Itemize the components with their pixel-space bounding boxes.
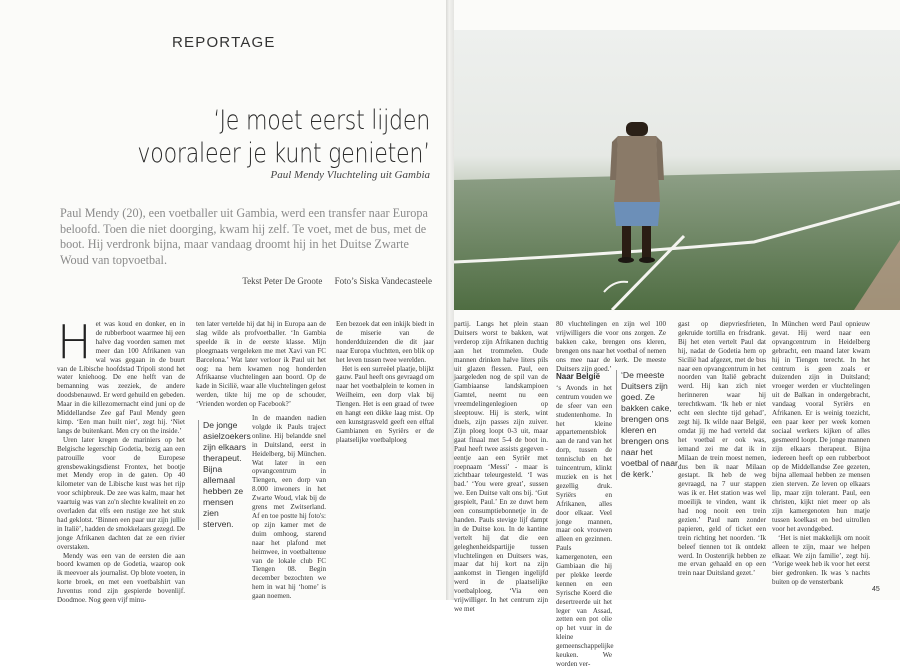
body-column-2 <box>196 320 326 414</box>
credits <box>60 276 432 286</box>
headline <box>127 104 430 170</box>
body-paragraph: ‘Het is niet makkelijk om nooit alleen te zijn, maar we helpen elkaar. We zijn familie’, zegt hij. ‘Vorige week heb ik voor het eerst bier gedronken. Ik was 's nachts buiten op de vensterbank <box>772 533 870 587</box>
headline-line-2: vooraleer je kunt genieten’ <box>137 138 430 169</box>
headline-line-1: ‘Je moet eerst lijden <box>213 105 430 136</box>
page-gutter <box>446 0 454 600</box>
text-credit: Tekst Peter De Groote <box>242 276 323 286</box>
section-label: REPORTAGE <box>172 34 276 51</box>
football-field-photo <box>454 30 900 310</box>
subhead: Paul Mendy Vluchteling uit Gambia <box>270 169 430 181</box>
body-paragraph: Het is een surreëel plaatje, blijkt gauw. Paul heeft ons gevraagd om naar het voetbalplein te komen in Weilheim, een dorp vlak bij Tiengen. Het is een graad of twee en hangt een dikke laag mist. Op een kunstgrasveld geeft een elftal Gambianen en Syriërs er de plaatselijke voetbalploeg <box>336 364 434 444</box>
body-paragraph: gast op diepvriesfrieten, gekruide tortilla en frisdrank. Bij het eten vertelt Paul dat hij, nadat de Godetia hem op Sicilië had afgezet, met de bus naar een opvangcentrum in het noorden van Italië gebracht werd. Hij kan zich niet herinneren waar hij terechtkwam. ‘Ik heb er niet echt een slechte tijd gehad’, zegt hij. Ik wilde naar België, omdat jij me had verteld dat het voetbal er ook was, iemand zei me dat ik in Milaan de trein moest nemen, dus ben ik naar Milaan gestapt. Ik heb de weg gevraagd, na 7 uur stappen was ik er. Het station was wel moeilijk te vinden, want ik had nog nooit een trein gezien.’ Paul nam zonder papieren, geld of ticket een trein richting het noorden. ‘Ik beleef tiennen tot ik ontdekt werd. In Oostenrijk hebben ze me ervan gehaald en op een trein naar Duitsland gezet.’ <box>678 320 766 578</box>
body-paragraph: Een bezoek dat een inkijk biedt in de miserie van de honderdduizenden die dit jaar naar Europa vluchtten, een blik op het leven tussen twee werelden. <box>336 320 434 364</box>
body-paragraph: Mendy was een van de eersten die aan boord kwamen op de Godetia, waarop ook ik meevoer als journalist. Op blote voeten, in korte broek, en met een voetbalshirt van Juventus rond zijn gespierde bovenlijf. Doodmoe. Nog geen vijf minu- <box>57 551 185 605</box>
body-paragraph <box>57 315 185 436</box>
body-column-1 <box>57 315 185 605</box>
body-column-5 <box>556 320 666 373</box>
body-paragraph: ten later vertelde hij dat hij in Europa aan de slag wilde als profvoetballer. ‘In Gambia speelde ik in de eerste klasse. Mijn ploegmaats vergeleken me met Xavi van FC Barcelona.’ Wat later verloor ik Paul uit het oog: na hem kwamen nog honderden Afrikaanse vluchtelingen aan boord. Op de kade in Sicilië, waar alle vluchtelingen gelost werden, tikte hij me op de schouder, ‘Vrienden worden op Facebook?’ <box>196 320 326 409</box>
body-paragraph: ‘s Avonds in het centrum vouden we de sfeer van een studentenhome. In het kleine appartementsblok aan de rand van het dorp, tussen de tennisclub en het tuincentrum, klinkt muziek en is het gezellig druk. Syriërs en Afrikanen, alles door elkaar. Veel jonge mannen, maar ook vrouwen alleen en gezinnen. Pauls kamergenoten, een Gambiaan die hij per plekke leerde kennen en een Syrische Koerd die desertreerde uit het leger van Assad, zetten een pot olie op het vuur in de kleine gemeenschappelijke keuken. We worden ver- <box>556 383 614 668</box>
pullquote-right: ‘De meeste Duitsers zijn goed. Ze bakken cake, brengen ons kleren en brengen ons naar het voetbal of naar de kerk.’ <box>616 370 678 480</box>
body-paragraph: In München werd Paul opnieuw gevat. Hij werd naar een opvangcentrum in Heidelberg gebracht, een maand later kwam hij in Tiengen terecht. In het centrum is geen zoals er duizenden zijn in Duitsland; vroeger werden er vluchtelingen uit de Balkan in ondergebracht, vandaag vooral Syriërs en Afrikanen. Er is weinig toezicht, een paar keer per week komen sociaal werkers kijken of alles gesmeerd loopt. De jonge mannen zijn elkaars therapeut. Bijna iedereen heeft op een rubberboot op de Middellandse Zee gezeten, bijna allemaal hebben ze mensen zien sterven. Ze leven op elkaars lip, maar zijn tolerant. Paul, een christen, kijkt niet meer op als zijn kamergenoten hun matje tussen koelkast en bed uitrollen voor het avondgebed. <box>772 320 870 533</box>
body-column-6 <box>678 320 766 590</box>
subheading-naar-belgie: Naar België <box>556 372 601 381</box>
body-column-5b <box>556 370 614 668</box>
photo-illustration <box>454 30 900 310</box>
pullquote-left: De jonge asielzoekers zijn elkaars therapeut. Bijna allemaal hebben ze mensen zien sterven. <box>198 420 250 530</box>
body-column-3 <box>336 320 434 590</box>
body-paragraph: Uren later kregen de mariniers op het Belgische legerschip Godetia, bezig aan een patrouille voor de Europese grensbewakingsdienst Frontex, het bootje met Mendy erop in de gaten. Op 40 kilometer van de Libische kust was het rijp voor schipbreuk. De zee was kalm, maar het vaartuig was van zo'n slechte kwaliteit en zo overladen dat elfs een rustige zee het stuk had geklotst. ‘Binnen een paar uur zijn jullie in Italië’, hadden de smokkelaars gezegd. De jonge Afrikanen dachten dat ze een rivier overstaken. <box>57 435 185 551</box>
body-column-7 <box>772 320 870 590</box>
body-column-4 <box>454 320 548 613</box>
body-paragraph: partij. Langs het plein staan Duitsers worst te bakken, wat verderop zijn Afrikanen duchtig aan het trommelen. Oude mannen drinken halve liters pils uit glazen flessen. Paul, een jaargeleden nog de spil van de Gambiaanse landskampioen Gamtel, neemt nu een vreemdelingenlegioen op sleeptouw. Hij is sterk, wint duels, zijn passes zijn zuiver. Zijn ploeg loopt 0-3 uit, maar gaat finaal met 5-4 de boot in. Paul heeft twee assists gegeven - eentje aan een Syriër met roepnaam ‘Messi’ - maar is zichtbaar teleurgesteld. ‘I was bad.’ ‘You were great’, sussen we. Een Duitse valt ons bij. ‘Gut gespielt, Paul.’ En ze duwt hem een consumptiebonnetje in de handen. Pauls stevige lijf dampt in de Duitse kou. In de kantine vertelt hij dat die een geleghenheidspartijje tussen vluchtelingen en Duitsers was, maar dat hij kort na zijn aankomst in Tiengen ingelijfd werd in de plaatselijke voetbalploeg. ‘Via een vrijwilliger. In het centrum zijn we met <box>454 320 548 613</box>
body-column-2b <box>252 414 326 601</box>
page-number: 45 <box>872 586 880 593</box>
photo-credit: Foto’s Siska Vandecasteele <box>334 276 432 286</box>
left-page <box>0 0 446 605</box>
lead-paragraph: Paul Mendy (20), een voetballer uit Gambia, werd een transfer naar Europa beloofd. Toen die niet doorging, kwam hij zelf. Te voet, met de bus, met de boot. Hij verdronk bijna, maar vandaag droomt hij in het Duitse Zwarte Woud van topvoetbal. <box>60 206 428 267</box>
body-paragraph: 80 vluchtelingen en zijn wel 100 vrijwilligers die voor ons zorgen. Ze bakken cake, brengen ons kleren, brengen ons naar het voetbal of nemen ons mee naar de kerk. De meeste Duitsers zijn goed.’ <box>556 320 666 373</box>
drop-cap: H <box>57 315 92 369</box>
body-paragraph: In de maanden nadien volgde ik Pauls traject online. Hij belandde snel in Duitsland, eerst in Heidelberg, bij München. Wat later in een opvangcentrum in Tiengen, een dorp van 8.000 inwoners in het Zwarte Woud, vlak bij de grens met Zwitserland. Af en toe postte hij foto's: op zijn kamer met de duim omhoog, starend naar het plafond met heimwee, in voetbaltenue van de lokale club FC Tiengen 08. Begin december bezochten we hem in wat hij ‘home’ is gaan noemen. <box>252 414 326 601</box>
body-text: et was koud en donker, en in de rubberboot waarmee hij een halve dag voorden samen met meer dan 100 Afrikanen van wal was gegaan in de buurt van de Libische hoofdstad Tripoli stond het water kniehoog. De ene helft van de bemanning was zeeziek, de andere doodsbenauwd. Er werd gehuild en gebeden. Maar in die killezomernacht eind juni op de Middellandse Zee gaf Paul Mendy geen kimp. ‘Een man huilt niet’, zegt hij. ‘Niet langs de buitenkant. Men cry on the inside.’ <box>57 320 185 435</box>
grass-field <box>454 170 900 310</box>
